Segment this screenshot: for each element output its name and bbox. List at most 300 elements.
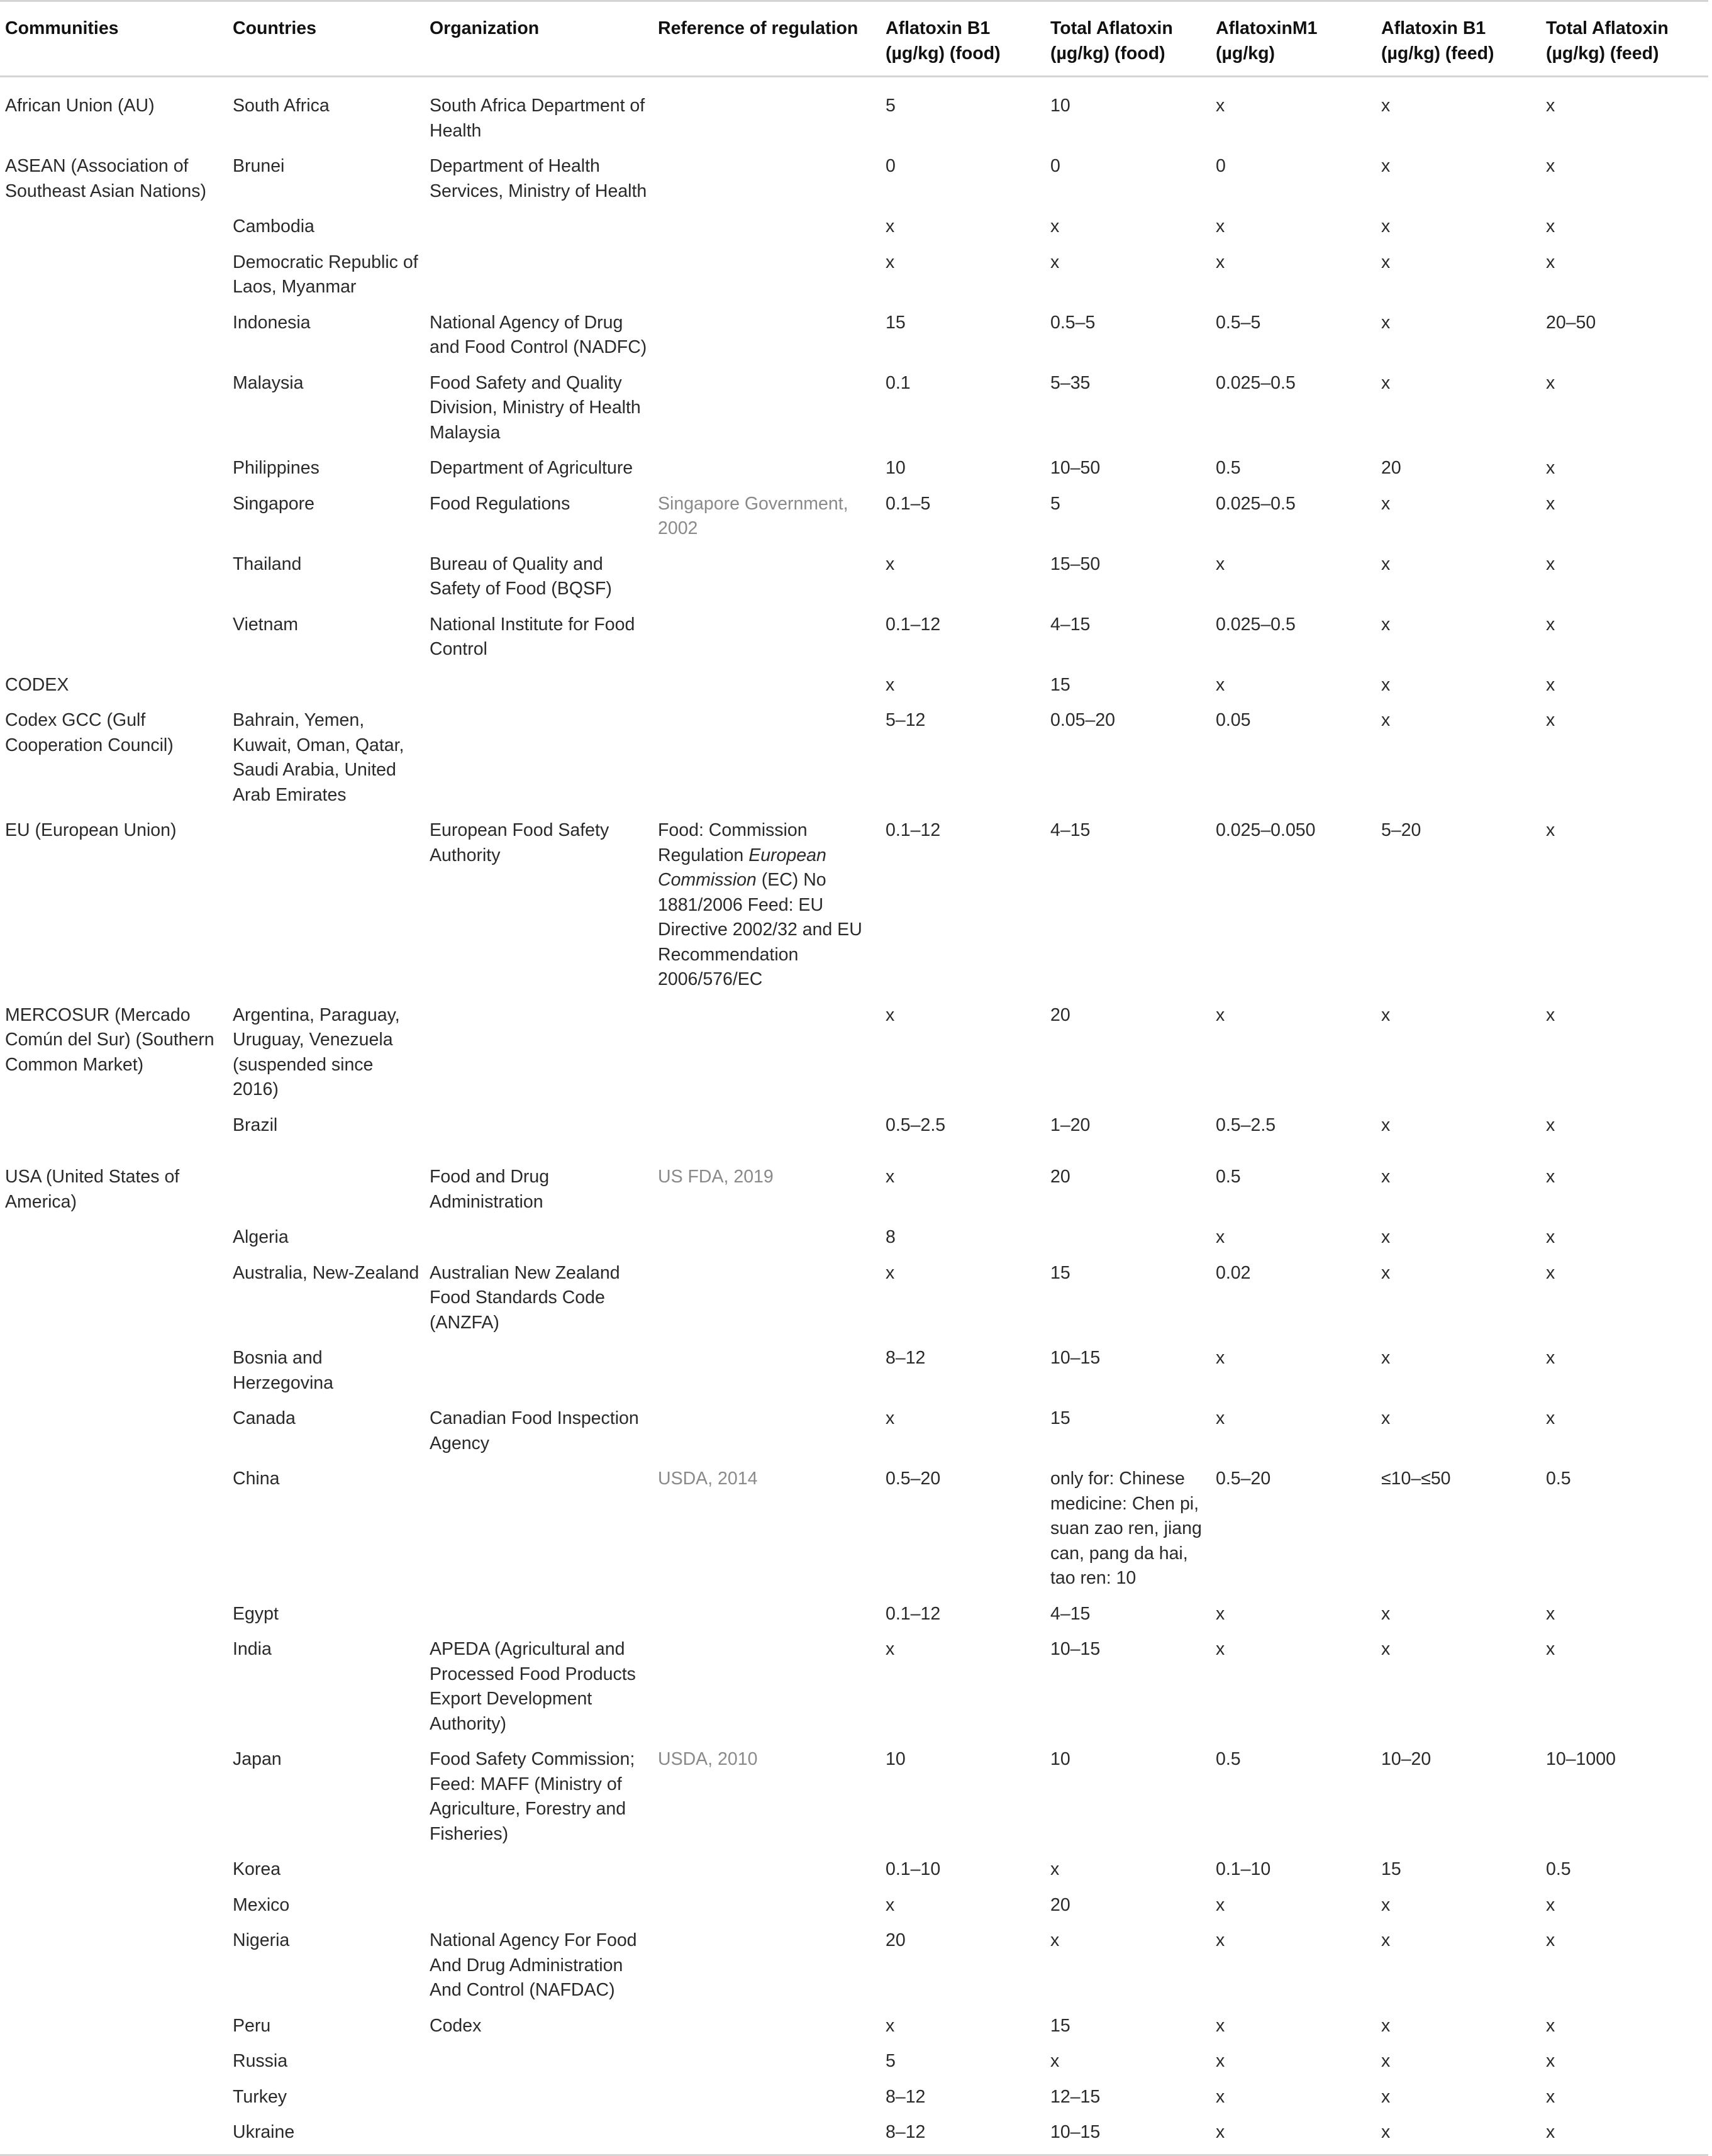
table-row	[0, 486, 1708, 546]
aflatoxin-b1-food-cell: 10	[886, 458, 906, 478]
table-row	[0, 450, 1708, 486]
aflatoxin-b1-feed-cell: x	[1381, 156, 1391, 176]
total-aflatoxin-feed-cell: x	[1546, 156, 1555, 176]
total-aflatoxin-feed-cell: x	[1546, 96, 1555, 116]
aflatoxin-b1-feed-cell: x	[1381, 1603, 1391, 1624]
reference-cell	[653, 148, 881, 208]
aflatoxin-b1-food-cell: x	[886, 252, 895, 272]
total-aflatoxin-food-cell: x	[1050, 252, 1060, 272]
reference-cell: USDA, 2014	[658, 1469, 758, 1489]
table-row	[0, 1142, 1708, 1219]
total-aflatoxin-food-cell: 0.05–20	[1050, 710, 1116, 730]
community-cell	[0, 1255, 228, 1340]
aflatoxin-b1-feed-cell: x	[1381, 1004, 1391, 1025]
aflatoxin-b1-feed-cell: 10–20	[1381, 1749, 1431, 1769]
aflatoxin-b1-food-cell: x	[886, 1894, 895, 1915]
organization-cell: European Food Safety Authority	[430, 820, 609, 865]
table-row	[0, 606, 1708, 667]
aflatoxin-m1-cell: 0.5–2.5	[1216, 1114, 1276, 1135]
aflatoxin-m1-cell: 0.05	[1216, 710, 1251, 730]
country-cell: Turkey	[233, 2086, 287, 2107]
country-cell: Indonesia	[233, 312, 311, 333]
aflatoxin-b1-food-cell: x	[886, 1639, 895, 1659]
aflatoxin-m1-cell: x	[1216, 553, 1225, 574]
aflatoxin-b1-feed-cell: x	[1381, 1894, 1391, 1915]
reference-cell	[653, 1219, 881, 1255]
organization-cell	[425, 2114, 653, 2155]
total-aflatoxin-food-cell: x	[1050, 1930, 1060, 1950]
organization-cell: Department of Agriculture	[430, 458, 633, 478]
community-cell	[0, 450, 228, 486]
total-aflatoxin-food-cell: 10	[1050, 96, 1070, 116]
community-cell: MERCOSUR (Mercado Común del Sur) (Southern Common Market)	[5, 1004, 214, 1075]
total-aflatoxin-food-cell: x	[1050, 2051, 1060, 2071]
total-aflatoxin-feed-cell: 20–50	[1546, 312, 1596, 333]
organization-cell: National Institute for Food Control	[430, 614, 635, 659]
reference-cell	[653, 304, 881, 365]
reference-cell	[653, 244, 881, 304]
organization-cell: Food and Drug Administration	[430, 1167, 550, 1212]
aflatoxin-b1-food-cell: 8–12	[886, 1348, 926, 1368]
aflatoxin-b1-feed-cell: x	[1381, 1348, 1391, 1368]
header-total-aflatoxin-food: Total Aflatoxin (µg/kg) (food)	[1050, 18, 1173, 64]
aflatoxin-b1-food-cell: 0.1–5	[886, 493, 931, 514]
reference-cell	[653, 450, 881, 486]
total-aflatoxin-feed-cell: x	[1546, 1930, 1555, 1950]
table-row	[0, 2008, 1708, 2043]
organization-cell	[425, 2079, 653, 2114]
aflatoxin-b1-feed-cell: x	[1381, 312, 1391, 333]
community-cell	[0, 1219, 228, 1255]
table-row	[0, 208, 1708, 244]
country-cell: Bahrain, Yemen, Kuwait, Oman, Qatar, Saudi Arabia, United Arab Emirates	[233, 710, 404, 805]
reference-cell	[653, 77, 881, 148]
reference-cell	[653, 365, 881, 450]
total-aflatoxin-food-cell: 15	[1050, 674, 1070, 695]
community-cell	[0, 244, 228, 304]
total-aflatoxin-food-cell: 15	[1050, 2015, 1070, 2036]
aflatoxin-b1-food-cell: 15	[886, 312, 906, 333]
community-cell	[0, 1887, 228, 1923]
reference-cell	[653, 2043, 881, 2079]
country-cell	[228, 812, 425, 997]
community-cell	[0, 2114, 228, 2155]
table-row	[0, 1340, 1708, 1400]
reference-cell	[653, 546, 881, 606]
aflatoxin-m1-cell: x	[1216, 674, 1225, 695]
total-aflatoxin-food-cell: only for: Chinese medicine: Chen pi, suan zao ren, jiang can, pang da hai, tao ren: 10	[1050, 1469, 1202, 1588]
country-cell: Algeria	[233, 1227, 289, 1247]
community-cell: CODEX	[5, 674, 69, 695]
reference-cell	[653, 2114, 881, 2155]
country-cell: Bosnia and Herzegovina	[233, 1348, 334, 1393]
aflatoxin-m1-cell: 0.025–0.5	[1216, 493, 1296, 514]
reference-text-part: European Commission	[658, 845, 826, 890]
organization-cell: Department of Health Services, Ministry of Health	[430, 156, 647, 201]
aflatoxin-b1-feed-cell: x	[1381, 1167, 1391, 1187]
aflatoxin-m1-cell: x	[1216, 96, 1225, 116]
table-row	[0, 2079, 1708, 2114]
community-cell	[0, 1460, 228, 1596]
total-aflatoxin-feed-cell: x	[1546, 710, 1555, 730]
organization-cell: Food Safety and Quality Division, Ministry of Health Malaysia	[430, 372, 641, 443]
organization-cell	[425, 1851, 653, 1887]
total-aflatoxin-feed-cell: x	[1546, 252, 1555, 272]
country-cell: South Africa	[233, 96, 330, 116]
aflatoxin-b1-food-cell: 0.5–20	[886, 1469, 941, 1489]
organization-cell	[425, 1460, 653, 1596]
table-row	[0, 148, 1708, 208]
community-cell: African Union (AU)	[5, 96, 155, 116]
aflatoxin-b1-feed-cell: 15	[1381, 1859, 1401, 1879]
aflatoxin-b1-food-cell: 0.1–10	[886, 1859, 941, 1879]
aflatoxin-b1-feed-cell: ≤10–≤50	[1381, 1469, 1451, 1489]
community-cell	[0, 1340, 228, 1400]
country-cell: Philippines	[233, 458, 320, 478]
aflatoxin-b1-food-cell: x	[886, 1408, 895, 1428]
total-aflatoxin-feed-cell: x	[1546, 1894, 1555, 1915]
aflatoxin-b1-feed-cell: x	[1381, 2122, 1391, 2142]
reference-cell	[653, 812, 881, 997]
aflatoxin-b1-food-cell: 5–12	[886, 710, 926, 730]
aflatoxin-m1-cell: x	[1216, 1894, 1225, 1915]
organization-cell: APEDA (Agricultural and Processed Food Products Export Development Authority)	[430, 1639, 636, 1734]
community-cell	[0, 1851, 228, 1887]
community-cell	[0, 365, 228, 450]
aflatoxin-b1-food-cell: 0.1–12	[886, 820, 941, 840]
community-cell	[0, 546, 228, 606]
total-aflatoxin-feed-cell: x	[1546, 1348, 1555, 1368]
aflatoxin-b1-food-cell: 0.1–12	[886, 614, 941, 635]
total-aflatoxin-food-cell: 20	[1050, 1167, 1070, 1187]
country-cell	[228, 667, 425, 703]
header-organization: Organization	[430, 18, 540, 38]
country-cell: Argentina, Paraguay, Uruguay, Venezuela (suspended since 2016)	[233, 1004, 400, 1099]
aflatoxin-m1-cell: 0.5	[1216, 1167, 1241, 1187]
table-row	[0, 365, 1708, 450]
aflatoxin-b1-food-cell: 5	[886, 96, 896, 116]
table-row	[0, 1851, 1708, 1887]
total-aflatoxin-feed-cell: 0.5	[1546, 1469, 1571, 1489]
aflatoxin-m1-cell: x	[1216, 1408, 1225, 1428]
header-countries: Countries	[233, 18, 317, 38]
total-aflatoxin-feed-cell: x	[1546, 2051, 1555, 2071]
community-cell	[0, 2079, 228, 2114]
total-aflatoxin-feed-cell: x	[1546, 372, 1555, 393]
country-cell: Mexico	[233, 1894, 290, 1915]
aflatoxin-b1-food-cell: 8–12	[886, 2086, 926, 2107]
country-cell: China	[233, 1469, 280, 1489]
reference-cell	[653, 606, 881, 667]
aflatoxin-m1-cell: 0.02	[1216, 1262, 1251, 1283]
aflatoxin-b1-feed-cell: x	[1381, 2086, 1391, 2107]
organization-cell: Codex	[430, 2015, 482, 2036]
header-total-aflatoxin-feed: Total Aflatoxin (µg/kg) (feed)	[1546, 18, 1669, 64]
community-cell	[0, 304, 228, 365]
aflatoxin-b1-food-cell: x	[886, 1167, 895, 1187]
country-cell: Democratic Republic of Laos, Myanmar	[233, 252, 418, 297]
community-cell	[0, 486, 228, 546]
aflatoxin-b1-food-cell: 0.1–12	[886, 1603, 941, 1624]
total-aflatoxin-food-cell: 15	[1050, 1262, 1070, 1283]
total-aflatoxin-food-cell: 20	[1050, 1894, 1070, 1915]
table-row	[0, 1596, 1708, 1631]
aflatoxin-b1-feed-cell: x	[1381, 710, 1391, 730]
reference-cell: Singapore Government, 2002	[658, 493, 848, 538]
reference-cell	[653, 1255, 881, 1340]
organization-cell	[425, 702, 653, 812]
community-cell: USA (United States of America)	[5, 1167, 180, 1212]
aflatoxin-b1-feed-cell: x	[1381, 614, 1391, 635]
table-row	[0, 1922, 1708, 2008]
reference-cell	[653, 2008, 881, 2043]
country-cell: Korea	[233, 1859, 281, 1879]
aflatoxin-m1-cell: 0.025–0.5	[1216, 614, 1296, 635]
aflatoxin-b1-feed-cell: x	[1381, 2051, 1391, 2071]
total-aflatoxin-feed-cell: x	[1546, 2015, 1555, 2036]
reference-text-part: (EC) No 1881/2006 Feed: EU Directive 2002/32 and EU Recommendation 2006/576/EC	[658, 870, 862, 989]
aflatoxin-b1-feed-cell: x	[1381, 96, 1391, 116]
reference-cell	[653, 1107, 881, 1143]
community-cell	[0, 1922, 228, 2008]
aflatoxin-b1-food-cell: 8–12	[886, 2122, 926, 2142]
table-body	[0, 77, 1708, 2155]
organization-cell: Bureau of Quality and Safety of Food (BQSF)	[430, 553, 612, 599]
country-cell: Australia, New-Zealand	[233, 1262, 420, 1283]
total-aflatoxin-food-cell: 5–35	[1050, 372, 1091, 393]
country-cell: Ukraine	[233, 2122, 295, 2142]
table-row	[0, 1887, 1708, 1923]
table-row	[0, 1107, 1708, 1143]
community-cell	[0, 1107, 228, 1143]
organization-cell: National Agency For Food And Drug Administration And Control (NAFDAC)	[430, 1930, 637, 2000]
community-cell	[0, 2043, 228, 2079]
aflatoxin-m1-cell: x	[1216, 1603, 1225, 1624]
total-aflatoxin-feed-cell: x	[1546, 1004, 1555, 1025]
aflatoxin-b1-feed-cell: x	[1381, 553, 1391, 574]
reference-cell	[653, 1631, 881, 1741]
header-communities: Communities	[5, 18, 119, 38]
organization-cell: South Africa Department of Health	[430, 96, 645, 141]
organization-cell	[425, 1219, 653, 1255]
total-aflatoxin-food-cell: 10–15	[1050, 2122, 1101, 2142]
aflatoxin-b1-feed-cell: x	[1381, 674, 1391, 695]
aflatoxin-b1-food-cell: x	[886, 2015, 895, 2036]
total-aflatoxin-food-cell: 0.5–5	[1050, 312, 1096, 333]
aflatoxin-m1-cell: 0.5	[1216, 1749, 1241, 1769]
aflatoxin-b1-food-cell: 0.5–2.5	[886, 1114, 946, 1135]
total-aflatoxin-feed-cell: x	[1546, 1167, 1555, 1187]
total-aflatoxin-food-cell: 4–15	[1050, 820, 1091, 840]
total-aflatoxin-food-cell: 10	[1050, 1749, 1070, 1769]
organization-cell	[425, 208, 653, 244]
aflatoxin-m1-cell: x	[1216, 1930, 1225, 1950]
total-aflatoxin-feed-cell: x	[1546, 2122, 1555, 2142]
aflatoxin-m1-cell: x	[1216, 2086, 1225, 2107]
country-cell: Russia	[233, 2051, 288, 2071]
aflatoxin-b1-food-cell: 10	[886, 1749, 906, 1769]
aflatoxin-b1-feed-cell: x	[1381, 1227, 1391, 1247]
organization-cell	[425, 1887, 653, 1923]
table-row	[0, 702, 1708, 812]
total-aflatoxin-food-cell: 20	[1050, 1004, 1070, 1025]
reference-cell	[653, 2079, 881, 2114]
community-cell	[0, 1596, 228, 1631]
total-aflatoxin-feed-cell: x	[1546, 1262, 1555, 1283]
community-cell	[0, 2008, 228, 2043]
reference-text-part: Food: Commission Regulation	[658, 820, 808, 865]
organization-cell: National Agency of Drug and Food Control (NADFC)	[430, 312, 647, 357]
total-aflatoxin-food-cell	[1045, 1219, 1211, 1255]
table-row	[0, 2043, 1708, 2079]
aflatoxin-b1-feed-cell: x	[1381, 1639, 1391, 1659]
organization-cell	[425, 997, 653, 1107]
total-aflatoxin-food-cell: 12–15	[1050, 2086, 1101, 2107]
community-cell: Codex GCC (Gulf Cooperation Council)	[5, 710, 174, 755]
aflatoxin-b1-food-cell: 8	[886, 1227, 896, 1247]
total-aflatoxin-food-cell: 0	[1050, 156, 1060, 176]
community-cell: ASEAN (Association of Southeast Asian Nations)	[5, 156, 207, 201]
table-row	[0, 812, 1708, 997]
table-row	[0, 1400, 1708, 1460]
total-aflatoxin-feed-cell: x	[1546, 1603, 1555, 1624]
organization-cell	[425, 1596, 653, 1631]
total-aflatoxin-feed-cell: x	[1546, 216, 1555, 236]
aflatoxin-b1-food-cell: 0	[886, 156, 896, 176]
aflatoxin-m1-cell: 0.5	[1216, 458, 1241, 478]
aflatoxin-b1-food-cell: x	[886, 1004, 895, 1025]
total-aflatoxin-food-cell: 15–50	[1050, 553, 1101, 574]
aflatoxin-m1-cell: x	[1216, 1227, 1225, 1247]
total-aflatoxin-food-cell: x	[1050, 216, 1060, 236]
country-cell: Japan	[233, 1749, 282, 1769]
organization-cell: Canadian Food Inspection Agency	[430, 1408, 639, 1453]
community-cell: EU (European Union)	[5, 820, 177, 840]
country-cell: Nigeria	[233, 1930, 290, 1950]
total-aflatoxin-feed-cell: x	[1546, 1114, 1555, 1135]
aflatoxin-b1-feed-cell: 20	[1381, 458, 1401, 478]
total-aflatoxin-feed-cell: x	[1546, 1639, 1555, 1659]
total-aflatoxin-food-cell: 5	[1050, 493, 1060, 514]
header-aflatoxin-b1-food: Aflatoxin B1 (µg/kg) (food)	[886, 18, 1001, 64]
aflatoxin-b1-food-cell: x	[886, 216, 895, 236]
aflatoxin-b1-feed-cell: x	[1381, 252, 1391, 272]
table-row	[0, 997, 1708, 1107]
country-cell: Vietnam	[233, 614, 299, 635]
aflatoxin-m1-cell: x	[1216, 2015, 1225, 2036]
community-cell	[0, 1400, 228, 1460]
aflatoxin-b1-feed-cell: x	[1381, 2015, 1391, 2036]
organization-cell	[425, 2043, 653, 2079]
aflatoxin-b1-food-cell: 5	[886, 2051, 896, 2071]
total-aflatoxin-feed-cell: x	[1546, 1227, 1555, 1247]
table-row	[0, 244, 1708, 304]
aflatoxin-m1-cell: 0.5–20	[1216, 1469, 1271, 1489]
total-aflatoxin-feed-cell: x	[1546, 820, 1555, 840]
reference-cell	[653, 208, 881, 244]
table-row	[0, 1219, 1708, 1255]
organization-cell: Australian New Zealand Food Standards Code (ANZFA)	[430, 1262, 620, 1333]
reference-cell	[653, 1922, 881, 2008]
table-row	[0, 2114, 1708, 2155]
total-aflatoxin-feed-cell: x	[1546, 674, 1555, 695]
table-row	[0, 667, 1708, 703]
aflatoxin-b1-food-cell: 0.1	[886, 372, 911, 393]
country-cell: Brazil	[233, 1114, 278, 1135]
reference-cell: USDA, 2010	[658, 1749, 758, 1769]
organization-cell	[425, 244, 653, 304]
country-cell: Malaysia	[233, 372, 304, 393]
aflatoxin-b1-food-cell: x	[886, 553, 895, 574]
aflatoxin-m1-cell: x	[1216, 1639, 1225, 1659]
total-aflatoxin-feed-cell: x	[1546, 458, 1555, 478]
reference-cell	[653, 1887, 881, 1923]
country-cell: Egypt	[233, 1603, 279, 1624]
community-cell	[0, 1631, 228, 1741]
country-cell: India	[233, 1639, 272, 1659]
organization-cell	[425, 1107, 653, 1143]
total-aflatoxin-feed-cell: 0.5	[1546, 1859, 1571, 1879]
organization-cell	[425, 667, 653, 703]
aflatoxin-b1-feed-cell: x	[1381, 372, 1391, 393]
total-aflatoxin-feed-cell: x	[1546, 1408, 1555, 1428]
aflatoxin-m1-cell: x	[1216, 252, 1225, 272]
table-header	[0, 1, 1708, 77]
total-aflatoxin-food-cell: 1–20	[1050, 1114, 1091, 1135]
table-row	[0, 1631, 1708, 1741]
aflatoxin-b1-feed-cell: x	[1381, 216, 1391, 236]
organization-cell: Food Safety Commission; Feed: MAFF (Ministry of Agriculture, Forestry and Fisheries)	[430, 1749, 635, 1844]
table-row	[0, 304, 1708, 365]
aflatoxin-m1-cell: x	[1216, 1348, 1225, 1368]
total-aflatoxin-feed-cell: 10–1000	[1546, 1749, 1616, 1769]
aflatoxin-m1-cell: 0	[1216, 156, 1226, 176]
reference-cell	[653, 1596, 881, 1631]
reference-cell	[653, 667, 881, 703]
aflatoxin-b1-feed-cell: x	[1381, 1930, 1391, 1950]
aflatoxin-b1-feed-cell: 5–20	[1381, 820, 1421, 840]
aflatoxin-b1-feed-cell: x	[1381, 1408, 1391, 1428]
community-cell	[0, 1741, 228, 1851]
country-cell: Canada	[233, 1408, 296, 1428]
table-row	[0, 1255, 1708, 1340]
reference-cell: US FDA, 2019	[658, 1167, 774, 1187]
total-aflatoxin-food-cell: 10–15	[1050, 1639, 1101, 1659]
aflatoxin-m1-cell: x	[1216, 1004, 1225, 1025]
table-row	[0, 1741, 1708, 1851]
country-cell: Brunei	[233, 156, 285, 176]
total-aflatoxin-feed-cell: x	[1546, 553, 1555, 574]
total-aflatoxin-food-cell: 10–15	[1050, 1348, 1101, 1368]
country-cell: Cambodia	[233, 216, 314, 236]
reference-cell	[653, 997, 881, 1107]
aflatoxin-b1-food-cell: 20	[886, 1930, 906, 1950]
aflatoxin-m1-cell: 0.025–0.050	[1216, 820, 1316, 840]
community-cell	[0, 606, 228, 667]
header-aflatoxin-m1: AflatoxinM1 (µg/kg)	[1216, 18, 1318, 64]
country-cell: Thailand	[233, 553, 302, 574]
aflatoxin-m1-cell: 0.5–5	[1216, 312, 1261, 333]
aflatoxin-m1-cell: x	[1216, 2122, 1225, 2142]
table-row	[0, 1460, 1708, 1596]
aflatoxin-b1-food-cell: x	[886, 1262, 895, 1283]
total-aflatoxin-food-cell: 4–15	[1050, 614, 1091, 635]
total-aflatoxin-feed-cell: x	[1546, 2086, 1555, 2107]
total-aflatoxin-food-cell: 15	[1050, 1408, 1070, 1428]
organization-cell	[425, 1340, 653, 1400]
aflatoxin-b1-feed-cell: x	[1381, 1114, 1391, 1135]
aflatoxin-b1-food-cell: x	[886, 674, 895, 695]
